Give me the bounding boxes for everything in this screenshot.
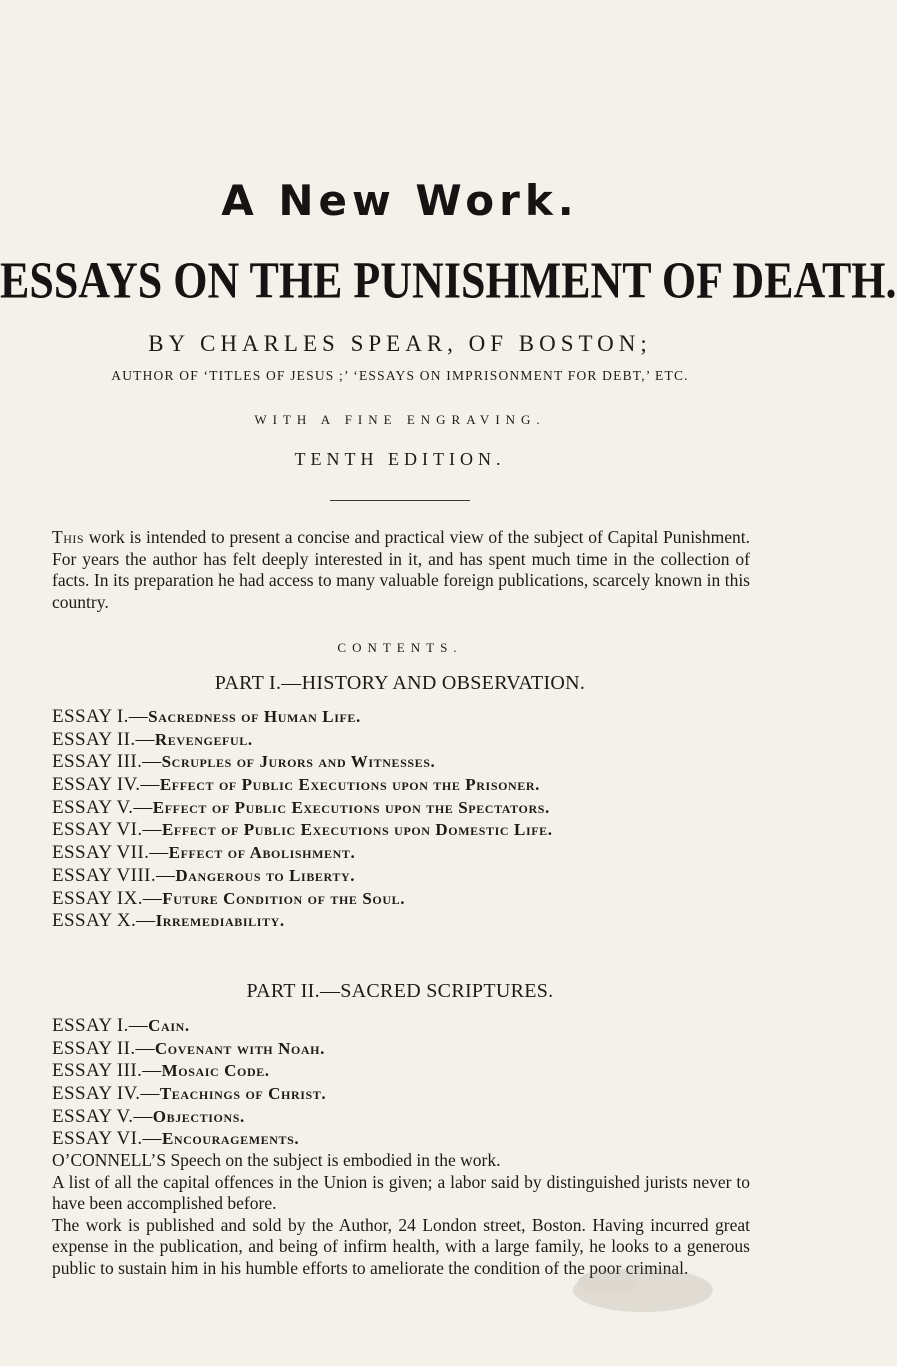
list-item: ESSAY VI.—Effect of Public Executions upon Domestic Life.: [52, 819, 553, 841]
intro-lead-word: This: [52, 527, 85, 547]
list-item: ESSAY III.—Scruples of Jurors and Witnesses.: [52, 751, 436, 773]
list-item: ESSAY VI.—Encouragements.: [52, 1128, 300, 1150]
headline: A New Work.: [221, 176, 579, 225]
part-one-heading: PART I.—HISTORY AND OBSERVATION.: [214, 672, 586, 694]
part-two-heading: PART II.—SACRED SCRIPTURES.: [246, 980, 554, 1002]
list-item: ESSAY VIII.—Dangerous to Liberty.: [52, 864, 356, 886]
list-item: ESSAY III.—Mosaic Code.: [52, 1060, 270, 1082]
engraving-note: WITH A FINE ENGRAVING.: [254, 412, 546, 427]
divider-rule: [330, 500, 470, 501]
list-item: ESSAY IV.—Teachings of Christ.: [52, 1083, 327, 1105]
part-two-essay-list: [52, 1015, 772, 1151]
author-of-line: AUTHOR OF ‘TITLES OF JESUS ;’ ‘ESSAYS ON IMPRISONMENT FOR DEBT,’ ETC.: [111, 368, 689, 383]
list-item: ESSAY IV.—Effect of Public Executions upon the Prisoner.: [52, 774, 541, 796]
list-item: ESSAY X.—Irremediability.: [52, 910, 285, 932]
list-item: ESSAY I.—Sacredness of Human Life.: [52, 706, 361, 727]
intro-text: work is intended to present a concise and practical view of the subject of Capital Punishment. For years the author has felt deeply interested in it, and has spent much time in the collection of facts. In its preparation he had access to many valuable foreign publications, scarcely known in this country.: [52, 527, 750, 612]
list-item: ESSAY II.—Revengeful.: [52, 728, 253, 750]
list-item: ESSAY VII.—Effect of Abolishment.: [52, 842, 356, 864]
part-one-essay-list: [52, 706, 772, 933]
publisher-note: The work is published and sold by the Author, 24 London street, Boston. Having incurred great expense in the publication, and being of infirm health, with a large family, he looks to a generous public to sustain him in his humble efforts to ameliorate the condition of the poor criminal.: [52, 1214, 750, 1278]
oconnell-note: O’CONNELL’S Speech on the subject is embodied in the work.: [52, 1150, 501, 1170]
list-item: ESSAY V.—Effect of Public Executions upon the Spectators.: [52, 796, 550, 818]
list-item: ESSAY V.—Objections.: [52, 1105, 245, 1127]
byline: BY CHARLES SPEAR, OF BOSTON;: [148, 331, 652, 356]
capital-offences-note: A list of all the capital offences in the Union is given; a labor said by distinguished jurists never to have been accomplished before.: [52, 1171, 750, 1213]
intro-paragraph: [52, 527, 750, 613]
list-item: ESSAY IX.—Future Condition of the Soul.: [52, 887, 406, 909]
list-item: ESSAY I.—Cain.: [52, 1015, 190, 1036]
edition-line: TENTH EDITION.: [294, 449, 506, 469]
contents-label: CONTENTS.: [337, 640, 463, 655]
book-title: ESSAYS ON THE PUNISHMENT OF DEATH.: [0, 251, 897, 310]
ink-smudge-icon: [548, 1252, 728, 1322]
list-item: ESSAY II.—Covenant with Noah.: [52, 1037, 325, 1059]
